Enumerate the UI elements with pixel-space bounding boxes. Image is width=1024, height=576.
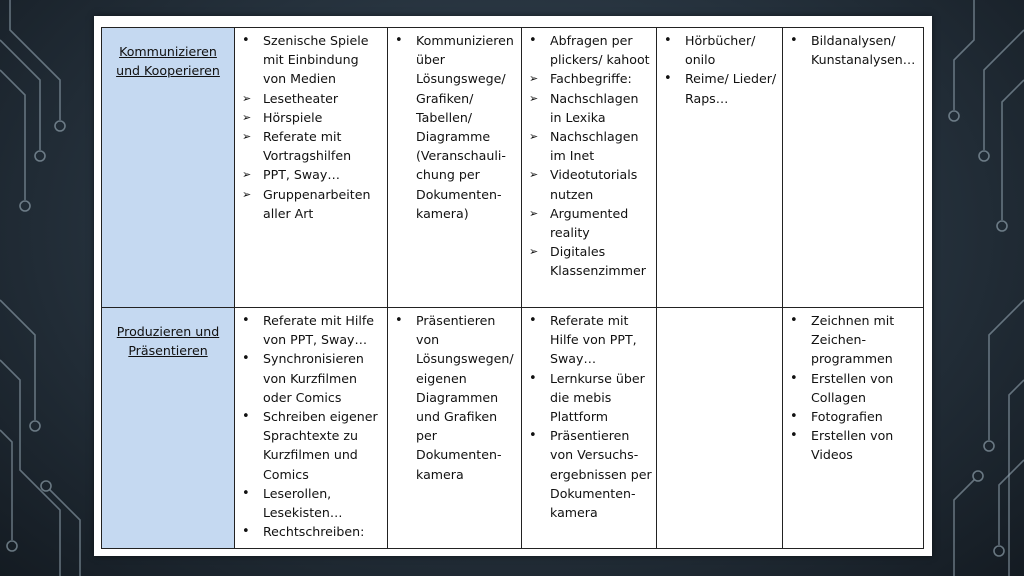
list-item <box>239 127 383 165</box>
list-item <box>787 31 919 69</box>
list-item <box>526 31 652 69</box>
bullet-icon: • <box>790 33 798 48</box>
list-item <box>239 185 383 223</box>
list-item-text: Referate mit Hilfe von PPT, Sway… <box>263 313 375 348</box>
list-item-text: Erstellen von Collagen <box>811 370 894 405</box>
list-item <box>661 31 778 69</box>
list-item-text: Erstellen von Videos <box>811 428 894 463</box>
list-item-text: Bildanalysen/ Kunstanalysen… <box>811 33 916 68</box>
bullet-icon: • <box>242 313 250 328</box>
list-item-text: Fotografien <box>811 409 883 425</box>
list-item <box>239 484 383 522</box>
list-item <box>239 31 383 89</box>
arrow-bullet-icon: ➢ <box>242 187 252 201</box>
list-item-text: Fachbegriffe: <box>550 71 632 87</box>
list-item <box>787 311 919 369</box>
arrow-bullet-icon: ➢ <box>242 130 252 144</box>
bullet-icon: • <box>664 71 672 87</box>
arrow-bullet-icon: ➢ <box>529 245 539 259</box>
bullet-icon: • <box>395 313 403 328</box>
bullet-icon: • <box>242 351 250 367</box>
table-cell <box>522 28 657 308</box>
list-item-text: Reime/ Lieder/ Raps… <box>685 71 777 106</box>
list-item-text: Präsentieren von Lösungswegen/ eigenen Diagrammen und Grafiken per Dokumenten-kamera <box>416 313 514 482</box>
list-item-text: Videotutorials nutzen <box>550 167 638 202</box>
list-item <box>526 426 652 522</box>
table-cell <box>235 308 388 549</box>
list-item <box>787 407 919 426</box>
list-item-text: Nachschlagen im Inet <box>550 129 639 164</box>
arrow-bullet-icon: ➢ <box>529 72 539 86</box>
list-item <box>239 522 383 541</box>
list-item <box>239 349 383 407</box>
list-item-text: Schreiben eigener Sprachtexte zu Kurzfilmen und Comics <box>263 409 378 482</box>
arrow-bullet-icon: ➢ <box>242 110 252 124</box>
list-item <box>526 127 652 165</box>
table-row <box>102 28 924 308</box>
list-item-text: Digitales Klassenzimmer <box>550 244 646 279</box>
bullet-icon: • <box>242 33 250 48</box>
bullet-icon: • <box>664 33 672 48</box>
list-item <box>239 108 383 127</box>
list-item <box>526 69 652 88</box>
table-cell <box>783 308 924 549</box>
slide-content <box>94 16 932 556</box>
list-item-text: Abfragen per plickers/ kahoot <box>550 33 650 68</box>
row-heading: Produzieren und Präsentieren <box>116 324 220 359</box>
list-item <box>239 165 383 184</box>
list-item <box>239 89 383 108</box>
bullet-icon: • <box>790 428 798 444</box>
list-item-text: Synchronisieren von Kurzfilmen oder Comics <box>263 351 364 405</box>
arrow-bullet-icon: ➢ <box>242 91 252 105</box>
list-item <box>392 311 517 484</box>
bullet-icon: • <box>529 428 537 444</box>
list-item <box>526 242 652 280</box>
table-cell <box>388 308 522 549</box>
list-item-text: Referate mit Hilfe von PPT, Sway… <box>550 313 637 367</box>
list-item-text: Referate mit Vortragshilfen <box>263 129 352 164</box>
list-item-text: Lernkurse über die mebis Plattform <box>550 370 645 425</box>
list-item <box>526 204 652 242</box>
list-item <box>787 426 919 464</box>
table-cell <box>783 28 924 308</box>
list-item <box>526 165 652 203</box>
table-cell <box>657 308 783 549</box>
arrow-bullet-icon: ➢ <box>529 130 539 144</box>
list-item-text: Leserollen, Lesekisten… <box>263 485 343 521</box>
bullet-icon: • <box>242 409 250 425</box>
table-cell <box>522 308 657 549</box>
list-item <box>526 89 652 127</box>
list-item-text: Lesetheater <box>263 90 339 106</box>
arrow-bullet-icon: ➢ <box>529 168 539 182</box>
media-competence-table <box>101 27 924 549</box>
list-item-text: Nachschlagen in Lexika <box>550 90 639 125</box>
bullet-icon: • <box>529 33 537 48</box>
table-row <box>102 308 924 549</box>
row-heading-cell <box>102 28 235 308</box>
table-cell <box>235 28 388 308</box>
list-item-text: Zeichnen mit Zeichen-programmen <box>811 313 895 367</box>
arrow-bullet-icon: ➢ <box>529 91 539 105</box>
bullet-icon: • <box>529 370 537 386</box>
bullet-icon: • <box>790 370 798 386</box>
list-item <box>239 407 383 484</box>
list-item-text: Kommunizieren über Lösungswege/ Grafiken/ Tabellen/ Diagramme (Veranschauli-chung per Dokumenten-kamera) <box>416 33 514 221</box>
list-item-text: Argumented reality <box>550 205 629 241</box>
list-item <box>526 369 652 427</box>
list-item-text: Hörbücher/ onilo <box>685 33 756 68</box>
row-heading-cell <box>102 308 235 549</box>
bullet-icon: • <box>242 524 250 540</box>
arrow-bullet-icon: ➢ <box>529 206 539 220</box>
bullet-icon: • <box>529 313 537 328</box>
list-item <box>392 31 517 223</box>
bullet-icon: • <box>790 313 798 328</box>
list-item-text: Rechtschreiben: <box>263 524 365 540</box>
bullet-icon: • <box>395 33 403 48</box>
table-cell <box>657 28 783 308</box>
list-item <box>526 311 652 369</box>
list-item <box>239 311 383 349</box>
list-item-text: Szenische Spiele mit Einbindung von Medien <box>263 33 369 87</box>
list-item-text: Gruppenarbeiten aller Art <box>263 186 371 221</box>
bullet-icon: • <box>242 485 250 501</box>
row-heading: Kommunizieren und Kooperieren <box>116 44 220 79</box>
list-item-text: Hörspiele <box>263 109 323 125</box>
arrow-bullet-icon: ➢ <box>242 168 252 182</box>
list-item-text: PPT, Sway… <box>263 167 340 183</box>
bullet-icon: • <box>790 409 798 425</box>
table-cell <box>388 28 522 308</box>
list-item-text: Präsentieren von Versuchs-ergebnissen per Dokumenten-kamera <box>550 428 652 521</box>
list-item <box>787 369 919 407</box>
list-item <box>661 69 778 107</box>
